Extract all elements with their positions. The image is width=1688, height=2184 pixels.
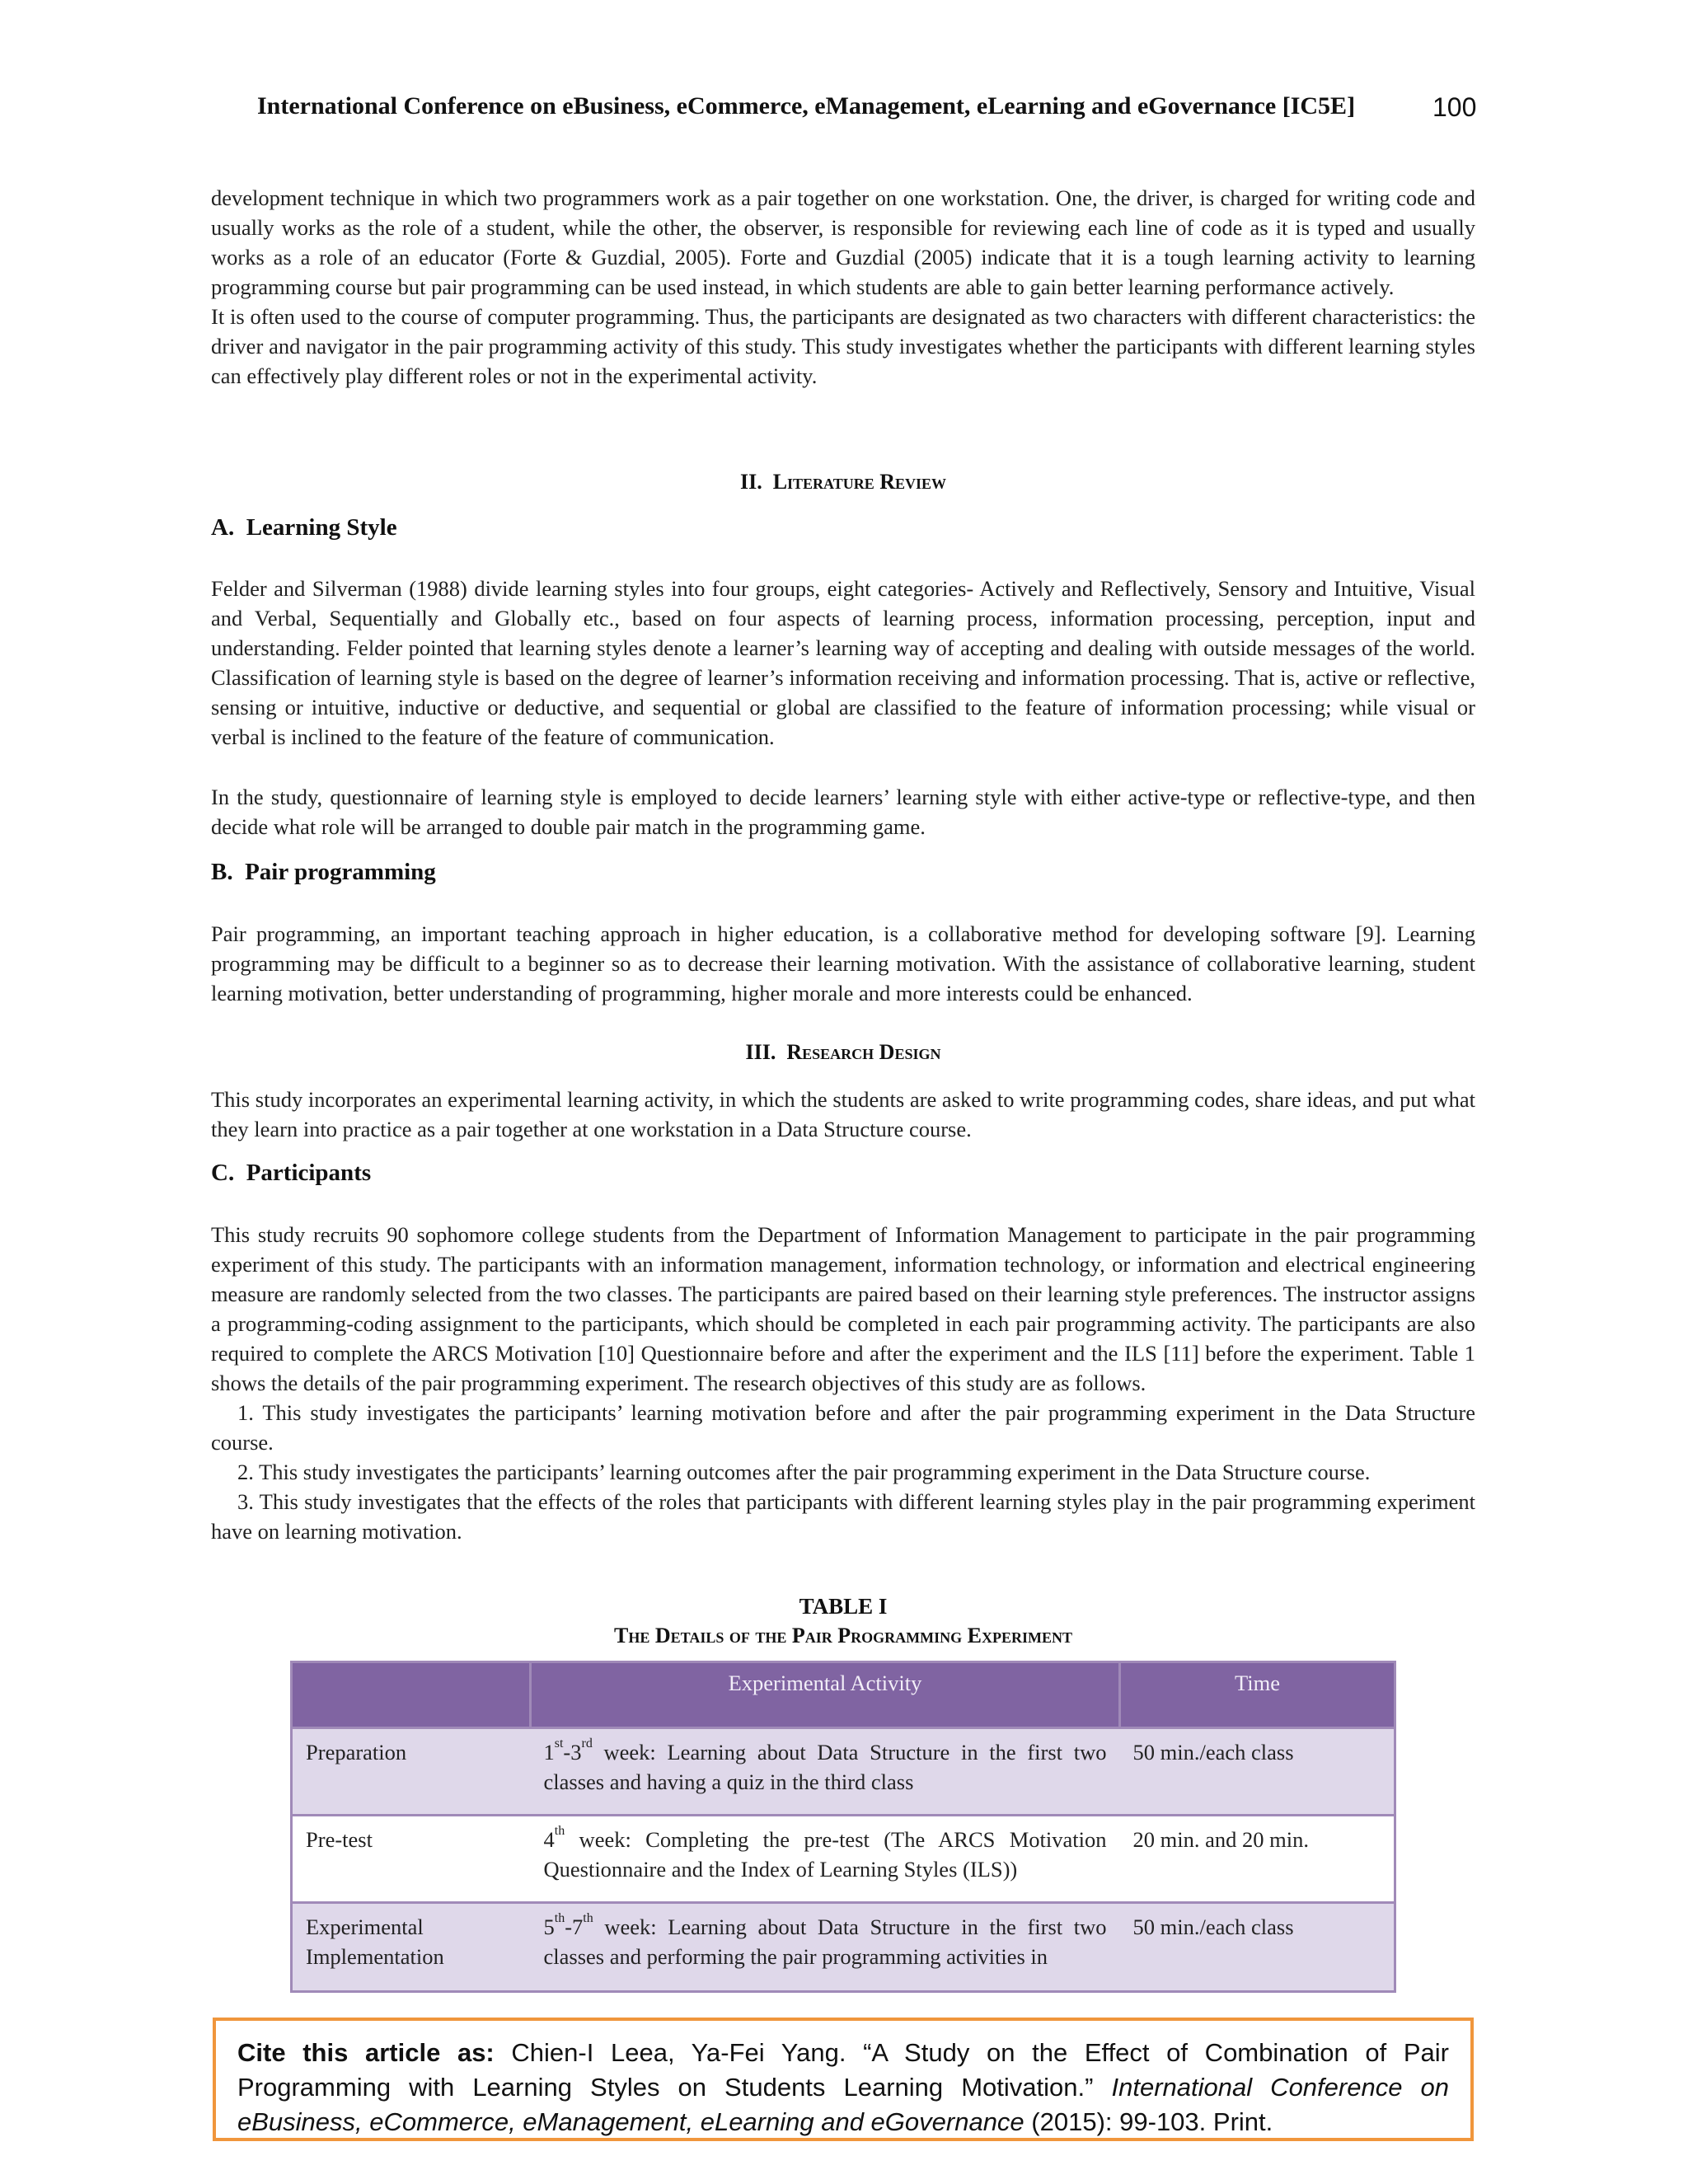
section-number: III.: [745, 1040, 776, 1064]
ordinal-suffix: th: [583, 1911, 593, 1925]
ordinal-number: 1: [543, 1740, 555, 1765]
experiment-details-table: [290, 1661, 1396, 1993]
subheading-participants: [211, 1160, 371, 1187]
time-cell: 50 min./each class: [1120, 1728, 1395, 1816]
activity-text: week: Completing the pre-test (The ARCS Motivation Questionnaire and the Index of Learning Styles (ILS)): [543, 1827, 1107, 1882]
ordinal-suffix: st: [554, 1736, 564, 1750]
intro-text: [211, 183, 1475, 391]
phase-cell: Preparation: [292, 1728, 531, 1816]
subheading-learning-style: [211, 514, 397, 541]
activity-text: week: Learning about Data Structure in the first two classes and performing the pair programming activities in: [543, 1915, 1107, 1969]
ordinal-number: 3: [570, 1740, 582, 1765]
table-row: [292, 1903, 1395, 1992]
table-header-cell: Time: [1120, 1662, 1395, 1728]
ordinal-number: 4: [543, 1827, 555, 1852]
table-row: [292, 1816, 1395, 1903]
intro-paragraph-1: development technique in which two programmers work as a pair together on one workstation. One, the driver, is charged for writing code and usually works as the role of a student, while the other, the observer, is responsible for reviewing each line of code as it is typed and usually works as a role of an educator (Forte & Guzdial, 2005). Forte and Guzdial (2005) indicate that it is a tough learning activity to learning programming course but pair programming can be used instead, in which students are able to gain better learning performance actively.: [211, 185, 1475, 299]
page-number: 100: [1432, 92, 1477, 122]
objective-item-1: 1. This study investigates the participants’ learning motivation before and after the pair programming experiment in the Data Structure course.: [211, 1400, 1475, 1455]
range-dash: -: [565, 1915, 573, 1939]
section-heading-literature-review: [211, 470, 1475, 494]
ordinal-number: 5: [543, 1915, 555, 1939]
citation-label: Cite this article as:: [237, 2038, 495, 2067]
research-design-paragraph: This study incorporates an experimental learning activity, in which the students are asked to write programming codes, share ideas, and put what they learn into practice as a pair together at one workstation in a Data Structure course.: [211, 1087, 1475, 1141]
table-row: [292, 1728, 1395, 1816]
table-caption: The Details of the Pair Programming Experiment: [614, 1624, 1072, 1647]
ordinal-number: 7: [572, 1915, 584, 1939]
citation-box: [213, 2018, 1474, 2141]
time-cell: 20 min. and 20 min.: [1120, 1816, 1395, 1903]
subheading-title: Learning Style: [246, 514, 397, 541]
research-design-text: [211, 1085, 1475, 1144]
objective-item-2: 2. This study investigates the participants’ learning outcomes after the pair programming experiment in the Data Structure course.: [237, 1460, 1371, 1484]
time-cell: 50 min./each class: [1120, 1903, 1395, 1992]
learning-style-text-2: [211, 782, 1475, 841]
pair-programming-text: [211, 919, 1475, 1008]
table-header-cell: [292, 1662, 531, 1728]
subheading-label: A.: [211, 514, 235, 541]
table-header-cell: Experimental Activity: [531, 1662, 1120, 1728]
subheading-title: Participants: [246, 1160, 372, 1186]
learning-style-text: [211, 574, 1475, 752]
ordinal-suffix: rd: [581, 1736, 593, 1750]
citation-tail: (2015): 99-103. Print.: [1024, 2107, 1273, 2136]
participants-text: [211, 1220, 1475, 1546]
section-title: Research Design: [786, 1040, 941, 1064]
subheading-pair-programming: [211, 859, 436, 886]
activity-text: week: Learning about Data Structure in the first two classes and having a quiz in the third class: [543, 1740, 1107, 1794]
activity-cell: [531, 1728, 1120, 1816]
subheading-label: B.: [211, 859, 233, 885]
table-header-row: [292, 1662, 1395, 1728]
citation-authors: Chien-I Leea, Ya-Fei Yang. “A Study on the Effect of Combination of Pair Programming with Learning Styles on Students Learning Motivation.”: [237, 2038, 1450, 2102]
ordinal-suffix: th: [554, 1911, 565, 1925]
activity-cell: [531, 1816, 1120, 1903]
table-label: TABLE I: [799, 1594, 888, 1619]
citation-venue: International Conference on eBusiness, eCommerce, eManagement, eLearning and eGovernance: [237, 2073, 1449, 2136]
pair-programming-paragraph: Pair programming, an important teaching approach in higher education, is a collaborative method for developing software [9]. Learning programming may be difficult to a beginner so as to decrease their learning motivation. With the assistance of collaborative learning, student learning motivation, better understanding of programming, higher morale and more interests could be enhanced.: [211, 921, 1475, 1005]
subheading-label: C.: [211, 1160, 235, 1186]
learning-style-paragraph-2: In the study, questionnaire of learning style is employed to decide learners’ learning style with either active-type or reflective-type, and then decide what role will be arranged to double pair match in the programming game.: [211, 785, 1475, 839]
ordinal-suffix: th: [554, 1824, 565, 1838]
subheading-title: Pair programming: [245, 859, 436, 885]
section-number: II.: [739, 470, 762, 494]
participants-paragraph: This study recruits 90 sophomore college students from the Department of Information Management to participate in the pair programming experiment of this study. The participants with an information management, information technology, or information and electrical engineering measure are randomly selected from the two classes. The participants are paired based on their learning style preferences. The instructor assigns a programming-coding assignment to the participants, which should be completed in each pair programming activity. The participants are also required to complete the ARCS Motivation [10] Questionnaire before and after the experiment and the ILS [11] before the experiment. Table 1 shows the details of the pair programming experiment. The research objectives of this study are as follows.: [211, 1222, 1475, 1395]
range-dash: -: [563, 1740, 571, 1765]
section-title: Literature Review: [772, 470, 947, 494]
learning-style-paragraph-1: Felder and Silverman (1988) divide learning styles into four groups, eight categories- Actively and Reflectively, Sensory and Intuitive, Visual and Verbal, Sequentially and Globally etc., based on four aspects of learning process, information processing, perception, input and understanding. Felder pointed that learning styles denote a learner’s learning way of accepting and dealing with outside messages of the world. Classification of learning style is based on the degree of learner’s information receiving and information processing. That is, active or reflective, sensing or intuitive, inductive or deductive, and sequential or global are classified to the feature of information processing; while visual or verbal is inclined to the feature of the feature of communication.: [211, 576, 1475, 749]
activity-cell: [531, 1903, 1120, 1992]
phase-cell: Experimental Implementation: [292, 1903, 531, 1992]
objective-item-3: 3. This study investigates that the effects of the roles that participants with different learning styles play in the pair programming experiment have on learning motivation.: [211, 1489, 1475, 1544]
section-heading-research-design: [211, 1040, 1475, 1065]
phase-cell: Pre-test: [292, 1816, 531, 1903]
intro-paragraph-2: It is often used to the course of computer programming. Thus, the participants are designated as two characters with different characteristics: the driver and navigator in the pair programming activity of this study. This study investigates whether the participants with different learning styles can effectively play different roles or not in the experimental activity.: [211, 304, 1475, 388]
running-header: International Conference on eBusiness, eCommerce, eManagement, eLearning and eGovernance [IC5E]: [257, 92, 1356, 120]
